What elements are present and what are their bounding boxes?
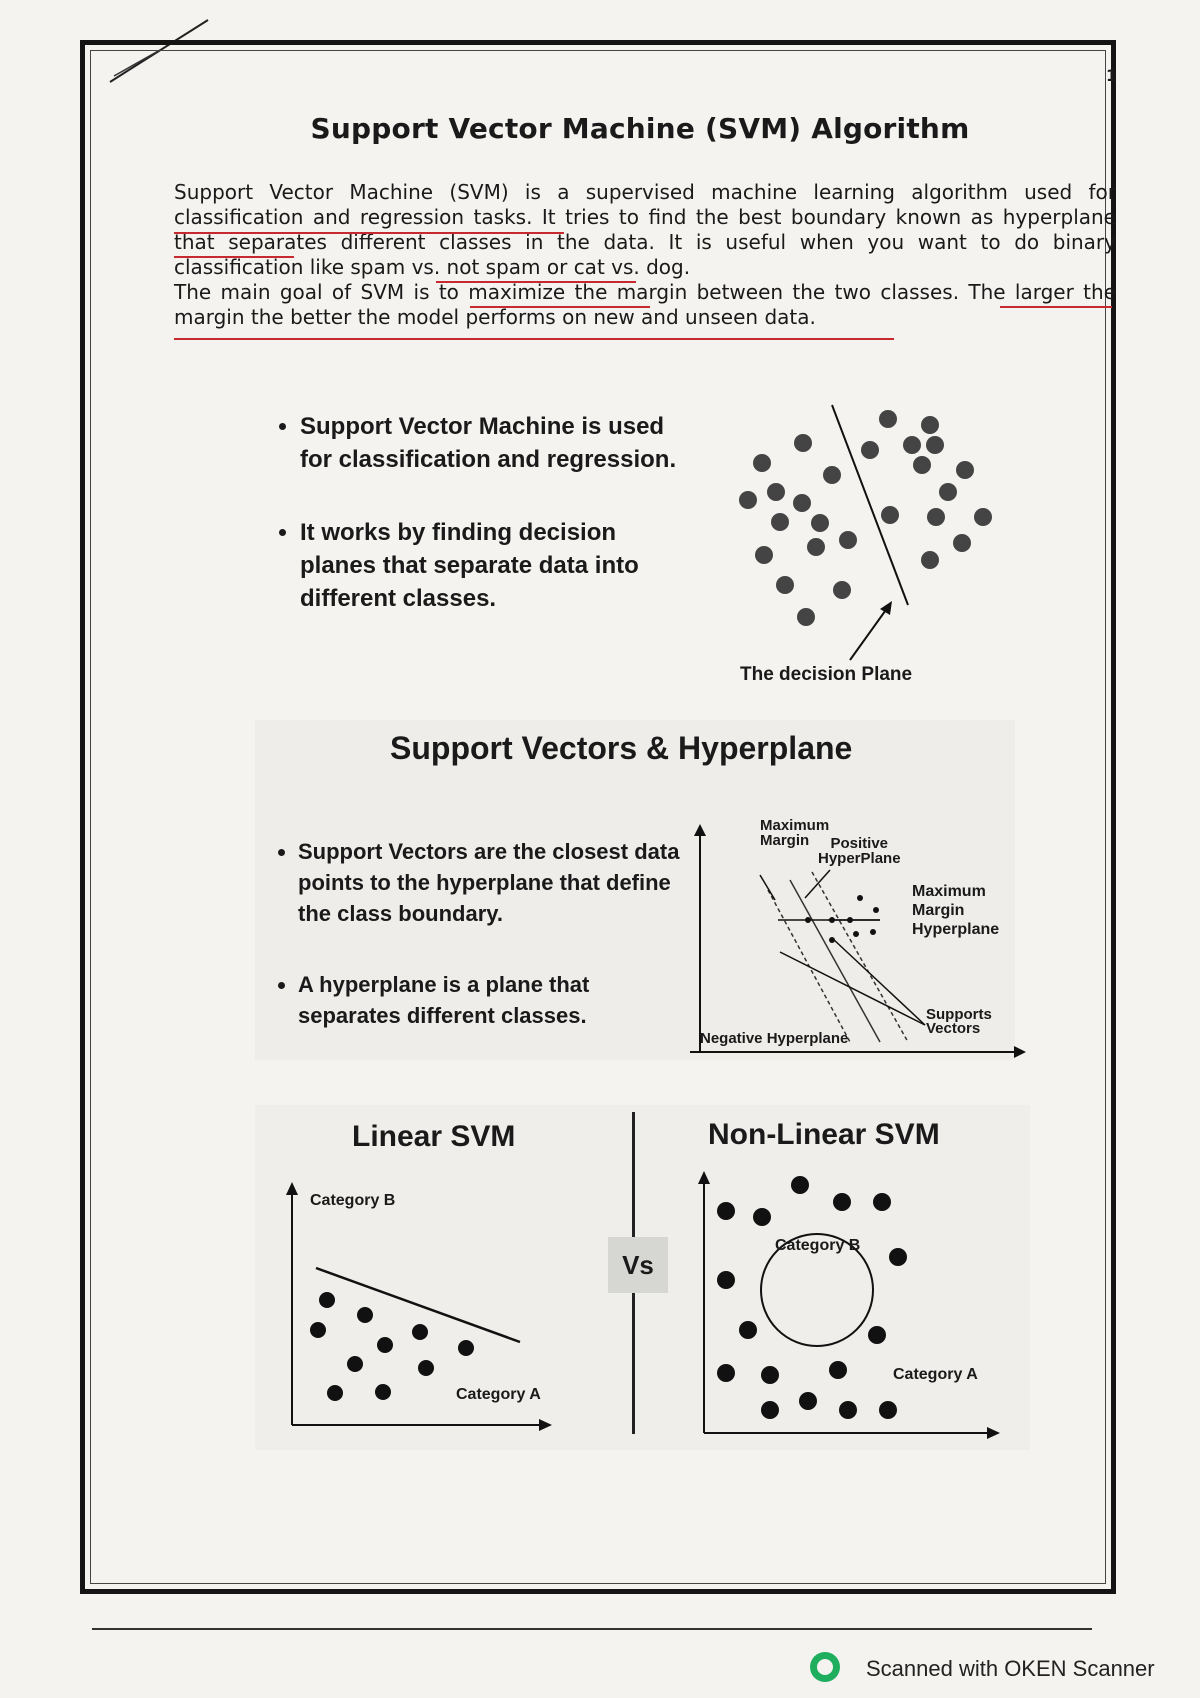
decision-plane-figure xyxy=(720,395,1020,705)
pointer-arrow xyxy=(850,607,888,660)
bullet-support-vectors: • Support Vectors are the closest data points to the hyperplane that define the class boundary. xyxy=(298,836,690,929)
red-underline xyxy=(436,281,636,283)
bullet-svm-used: • Support Vector Machine is used for classification and regression. xyxy=(300,410,692,476)
scanner-watermark: Scanned with OKEN Scanner xyxy=(866,1656,1155,1681)
linear-svm-title: Linear SVM xyxy=(352,1120,516,1153)
linear-category-b-label: Category B xyxy=(310,1192,396,1209)
decision-line xyxy=(832,405,908,605)
red-underline xyxy=(1000,306,1112,308)
oken-scanner-logo-icon xyxy=(810,1652,840,1682)
nonlinear-category-b-label: Category B xyxy=(775,1237,861,1254)
nonlinear-svm-title: Non-Linear SVM xyxy=(708,1118,940,1151)
section1-bullets xyxy=(272,410,692,615)
red-underline xyxy=(174,256,294,258)
section2-bullets xyxy=(270,836,690,1031)
maximum-margin-hyperplane-label: Maximum Margin Hyperplane xyxy=(912,883,1000,938)
positive-hyperplane-label: Positive HyperPlane xyxy=(818,835,901,867)
decision-plane-label: The decision Plane xyxy=(740,664,913,685)
page-title: Support Vector Machine (SVM) Algorithm xyxy=(310,112,970,145)
linear-category-a-label: Category A xyxy=(456,1386,541,1403)
intro-paragraph-2: The main goal of SVM is to maximize the margin between the two classes. The larger the margin the better the model performs on new and unseen data. xyxy=(174,280,1116,329)
nonlinear-category-a-label: Category A xyxy=(893,1366,978,1383)
supports-vectors-label: Supports Vectors xyxy=(926,1006,992,1037)
red-underline xyxy=(174,232,564,234)
section2-title: Support Vectors & Hyperplane xyxy=(390,730,853,766)
negative-hyperplane-label: Negative Hyperplane xyxy=(700,1030,849,1047)
maximum-margin-label: Maximum Margin xyxy=(760,817,830,849)
bottom-rule xyxy=(92,1628,1092,1630)
intro-paragraph-1: Support Vector Machine (SVM) is a supervised machine learning algorithm used for classification and regression tasks. It tries to find the best boundary known as hyperplane that separates different classes in the data. It is useful when you want to do binary classification like spam vs. not spam or cat vs. dog. xyxy=(174,180,1116,279)
page-number: 1 xyxy=(1106,66,1118,85)
vs-label: Vs xyxy=(608,1237,668,1293)
red-underline xyxy=(470,306,650,308)
red-underline xyxy=(174,338,894,340)
nonlinear-svm-plot xyxy=(690,1165,1010,1450)
scatter-points xyxy=(739,410,992,626)
bullet-decision-planes: • It works by finding decision planes that separate data into different classes. xyxy=(300,516,692,615)
bullet-hyperplane: • A hyperplane is a plane that separates different classes. xyxy=(298,969,690,1031)
